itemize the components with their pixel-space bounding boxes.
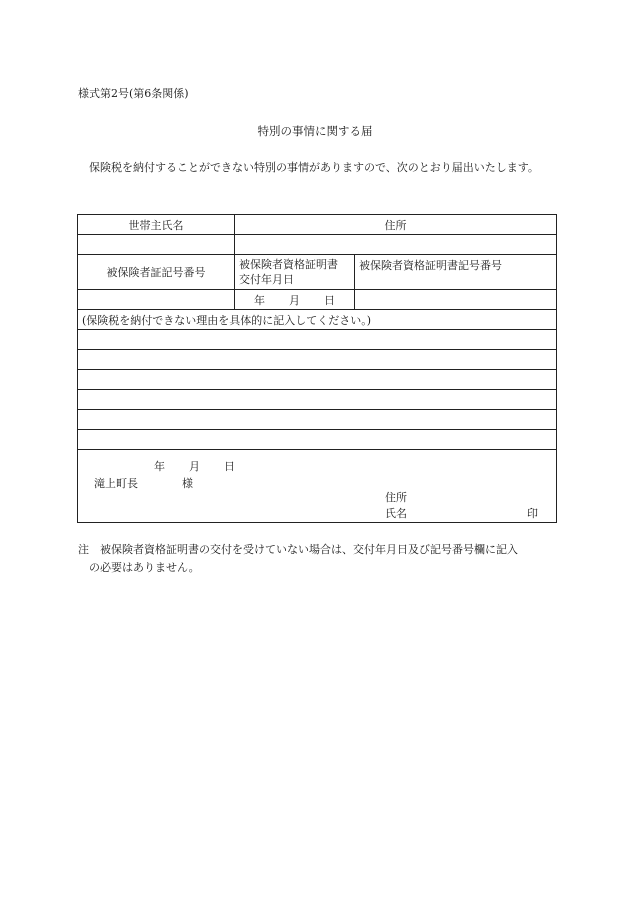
insured-card-number-label: 被保険者証記号番号 (78, 255, 235, 290)
footnote (78, 541, 560, 577)
address-header-label: 住所 (235, 215, 557, 235)
table-row (78, 330, 557, 350)
footnote-line2: の必要はありません。 (89, 561, 200, 574)
footnote-line1: 被保険者資格証明書の交付を受けていない場合は、交付年月日及び記号番号欄に記入 (100, 543, 518, 556)
form-number: 様式第2号(第6条関係) (78, 87, 189, 100)
certificate-issue-date-label-line2: 交付年月日 (239, 273, 294, 286)
notification-form-table (77, 214, 557, 523)
table-row (78, 390, 557, 410)
table-row (78, 450, 557, 523)
reason-line-field[interactable] (78, 430, 557, 450)
date-day-label: 日 (324, 293, 335, 307)
certificate-number-label: 被保険者資格証明書記号番号 (355, 255, 557, 290)
seal-mark: 印 (527, 507, 538, 520)
addressee-title: 滝上町長 (94, 477, 138, 490)
household-head-label: 世帯主氏名 (78, 215, 235, 235)
reason-line-field[interactable] (78, 390, 557, 410)
table-row (78, 370, 557, 390)
table-row (78, 410, 557, 430)
date-month-label: 月 (289, 293, 300, 307)
signature-year-label: 年 (154, 460, 165, 473)
applicant-name-label: 氏名 (385, 507, 407, 520)
table-row (78, 235, 557, 255)
reason-line-field[interactable] (78, 370, 557, 390)
table-row (78, 350, 557, 370)
signature-day-label: 日 (224, 460, 235, 473)
table-row (78, 255, 557, 290)
signature-date[interactable] (154, 458, 235, 474)
reason-line-field[interactable] (78, 330, 557, 350)
document-title: 特別の事情に関する届 (257, 124, 373, 138)
certificate-issue-date-label-line1: 被保険者資格証明書 (239, 258, 338, 271)
signature-month-label: 月 (189, 460, 200, 473)
reason-line-field[interactable] (78, 350, 557, 370)
intro-text: 保険税を納付することができない特別の事情がありますので、次のとおり届出いたします。 (89, 161, 539, 174)
date-year-label: 年 (254, 293, 265, 307)
table-row (78, 290, 557, 310)
certificate-issue-date-label (235, 255, 355, 290)
certificate-number-field[interactable] (355, 290, 557, 310)
table-row (78, 310, 557, 330)
reason-line-field[interactable] (78, 410, 557, 430)
address-field[interactable] (235, 235, 557, 255)
table-row (78, 430, 557, 450)
insured-card-number-field[interactable] (78, 290, 235, 310)
footnote-marker: 注 (78, 543, 89, 556)
addressee (94, 475, 193, 491)
addressee-honorific: 様 (182, 477, 193, 490)
household-head-name-field[interactable] (78, 235, 235, 255)
reason-instruction-label: (保険税を納付できない理由を具体的に記入してください。) (78, 310, 557, 330)
certificate-issue-date-field[interactable] (235, 290, 355, 310)
signature-section (78, 450, 557, 523)
applicant-address-label: 住所 (385, 491, 407, 504)
table-row (78, 215, 557, 235)
